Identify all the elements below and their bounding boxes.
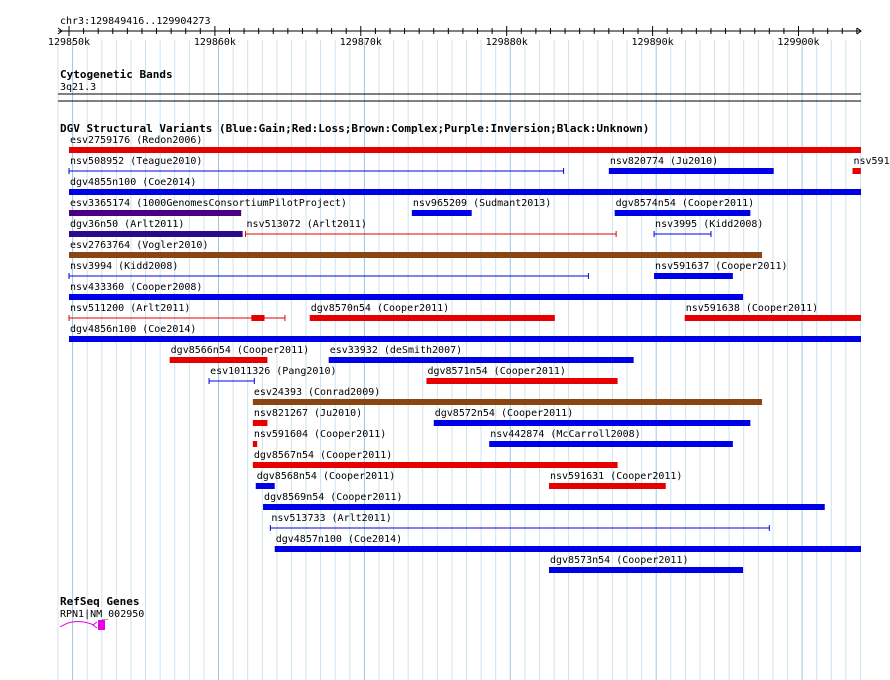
sv-feature-bar[interactable] — [310, 315, 555, 321]
sv-feature-label: esv24393 (Conrad2009) — [253, 387, 381, 398]
sv-feature-bar[interactable] — [69, 147, 861, 153]
sv-feature-label: dgv8567n54 (Cooper2011) — [253, 450, 393, 461]
sv-feature[interactable] — [69, 324, 861, 342]
sv-feature[interactable] — [69, 198, 347, 216]
sv-feature[interactable] — [270, 513, 769, 531]
sv-feature[interactable] — [609, 156, 774, 174]
sv-feature-label: dgv8568n54 (Cooper2011) — [256, 471, 396, 482]
cytoband-track-title[interactable]: Cytogenetic Bands — [60, 68, 173, 81]
sv-feature-label: nsv591637 (Cooper2011) — [655, 261, 788, 272]
refseq-gene-label[interactable]: RPN1|NM_002950 — [60, 609, 145, 620]
sv-feature-label: dgv4857n100 (Coe2014) — [275, 534, 403, 545]
sv-feature[interactable] — [412, 198, 551, 216]
sv-feature-label: dgv8566n54 (Cooper2011) — [170, 345, 310, 356]
sv-feature-label: dgv8569n54 (Cooper2011) — [264, 492, 403, 503]
sv-feature-bar[interactable] — [615, 210, 751, 216]
sv-feature-bar[interactable] — [69, 252, 762, 258]
sv-feature[interactable] — [69, 135, 861, 153]
sv-feature-bar[interactable] — [253, 441, 257, 447]
sv-feature-bar[interactable] — [275, 546, 861, 552]
sv-feature[interactable] — [615, 198, 754, 216]
sv-feature-bar[interactable] — [69, 189, 861, 195]
sv-feature[interactable] — [654, 261, 787, 279]
sv-feature[interactable] — [685, 303, 861, 321]
sv-feature[interactable] — [426, 366, 617, 384]
sv-feature[interactable] — [69, 303, 285, 321]
sv-feature[interactable] — [654, 219, 763, 237]
dgv-features[interactable] — [69, 135, 890, 573]
sv-feature-bar[interactable] — [253, 399, 762, 405]
sv-feature-bar[interactable] — [170, 357, 268, 363]
sv-feature-label: dgv4855n100 (Coe2014) — [70, 177, 197, 188]
sv-feature-label: nsv433360 (Cooper2008) — [70, 282, 203, 293]
sv-feature[interactable] — [170, 345, 309, 363]
sv-feature-bar[interactable] — [852, 168, 860, 174]
sv-feature[interactable] — [489, 429, 733, 447]
sv-feature-label: esv3365174 (1000GenomesConsortiumPilotProject) — [70, 198, 347, 209]
sv-feature[interactable] — [209, 366, 336, 384]
sv-feature-bar[interactable] — [489, 441, 733, 447]
sv-feature-bar[interactable] — [434, 420, 751, 426]
sv-feature-label: nsv511200 (Arlt2011) — [70, 303, 191, 314]
ruler-tick-label: 129900k — [777, 37, 820, 48]
rpn1-gene-glyph[interactable] — [60, 620, 105, 630]
sv-feature[interactable] — [69, 177, 861, 195]
sv-feature-bar[interactable] — [69, 294, 743, 300]
sv-feature-label: esv33932 (deSmith2007) — [329, 345, 463, 356]
sv-feature[interactable] — [852, 156, 889, 174]
sv-feature-label: dgv8574n54 (Cooper2011) — [615, 198, 755, 209]
sv-feature-label: esv2759176 (Redon2006) — [70, 135, 203, 146]
sv-feature-label: nsv591604 (Cooper2011) — [253, 429, 387, 440]
sv-feature[interactable] — [69, 156, 564, 174]
sv-feature[interactable] — [310, 303, 555, 321]
sv-feature-bar[interactable] — [263, 504, 825, 510]
sv-feature[interactable] — [69, 240, 762, 258]
gene-intron-arc — [60, 621, 94, 627]
sv-feature-label: nsv591638 (Cooper2011) — [685, 303, 819, 314]
sv-feature[interactable] — [253, 408, 362, 426]
sv-feature-bar[interactable] — [685, 315, 861, 321]
sv-feature-bar[interactable] — [549, 567, 743, 573]
gene-exon — [98, 620, 105, 630]
sv-feature-label: nsv513072 (Arlt2011) — [246, 219, 367, 230]
sv-feature[interactable] — [69, 219, 243, 237]
sv-feature-label: nsv821267 (Ju2010) — [253, 408, 363, 419]
sv-feature-label: esv2763764 (Vogler2010) — [70, 240, 209, 251]
sv-feature[interactable] — [253, 429, 386, 447]
ruler-tick-label: 129860k — [193, 37, 236, 48]
sv-feature-label: dgv36n50 (Arlt2011) — [70, 219, 185, 230]
sv-feature-label: dgv8573n54 (Cooper2011) — [550, 555, 689, 566]
sv-feature-label: dgv8571n54 (Cooper2011) — [427, 366, 566, 377]
ruler-tick-label: 129890k — [631, 37, 674, 48]
sv-feature[interactable] — [549, 471, 682, 489]
sv-feature-bar[interactable] — [609, 168, 774, 174]
sv-feature-label: nsv3995 (Kidd2008) — [655, 219, 764, 230]
cytoband-label[interactable]: 3q21.3 — [60, 82, 97, 93]
sv-feature-label: nsv591631 (Cooper2011) — [550, 471, 683, 482]
sv-feature[interactable] — [263, 492, 825, 510]
sv-feature[interactable] — [549, 555, 743, 573]
sv-feature[interactable] — [246, 219, 617, 237]
sv-feature[interactable] — [253, 450, 618, 468]
sv-feature-label: nsv591 — [853, 156, 890, 167]
sv-feature-label: nsv442874 (McCarroll2008) — [490, 429, 641, 440]
ruler-tick-label: 129880k — [485, 37, 528, 48]
ruler-tick-label: 129850k — [47, 37, 91, 48]
sv-feature[interactable] — [434, 408, 751, 426]
sv-feature-label: dgv8570n54 (Cooper2011) — [310, 303, 450, 314]
sv-feature-block[interactable] — [251, 315, 264, 321]
gene-strand-arrow-icon — [93, 622, 97, 628]
sv-feature-bar[interactable] — [329, 357, 634, 363]
sv-feature-label: dgv8572n54 (Cooper2011) — [434, 408, 574, 419]
sv-feature-label: esv1011326 (Pang2010) — [210, 366, 337, 377]
sv-feature-label: nsv965209 (Sudmant2013) — [412, 198, 552, 209]
sv-feature-bar[interactable] — [549, 483, 666, 489]
sv-feature-bar[interactable] — [412, 210, 472, 216]
sv-feature-bar[interactable] — [69, 231, 243, 237]
sv-feature-bar[interactable] — [654, 273, 733, 279]
sv-feature-bar[interactable] — [256, 483, 275, 489]
sv-feature-label: nsv820774 (Ju2010) — [609, 156, 719, 167]
sv-feature-label: nsv508952 (Teague2010) — [70, 156, 203, 167]
sv-feature-label: nsv513733 (Arlt2011) — [271, 513, 392, 524]
refseq-track-title[interactable]: RefSeq Genes — [60, 595, 140, 608]
ruler-tick-label: 129870k — [339, 37, 382, 48]
sv-feature-bar[interactable] — [426, 378, 617, 384]
dgv-track-title[interactable]: DGV Structural Variants (Blue:Gain;Red:Loss;Brown:Complex;Purple:Inversion;Black:Unknown) — [60, 122, 650, 135]
sv-feature-label: dgv4856n100 (Coe2014) — [70, 324, 197, 335]
sv-feature-bar[interactable] — [253, 420, 268, 426]
sv-feature-label: nsv3994 (Kidd2008) — [70, 261, 179, 272]
sv-feature-bar[interactable] — [69, 336, 861, 342]
sv-feature-bar[interactable] — [69, 210, 241, 216]
sv-feature-bar[interactable] — [253, 462, 618, 468]
region-label: chr3:129849416..129904273 — [60, 16, 211, 27]
